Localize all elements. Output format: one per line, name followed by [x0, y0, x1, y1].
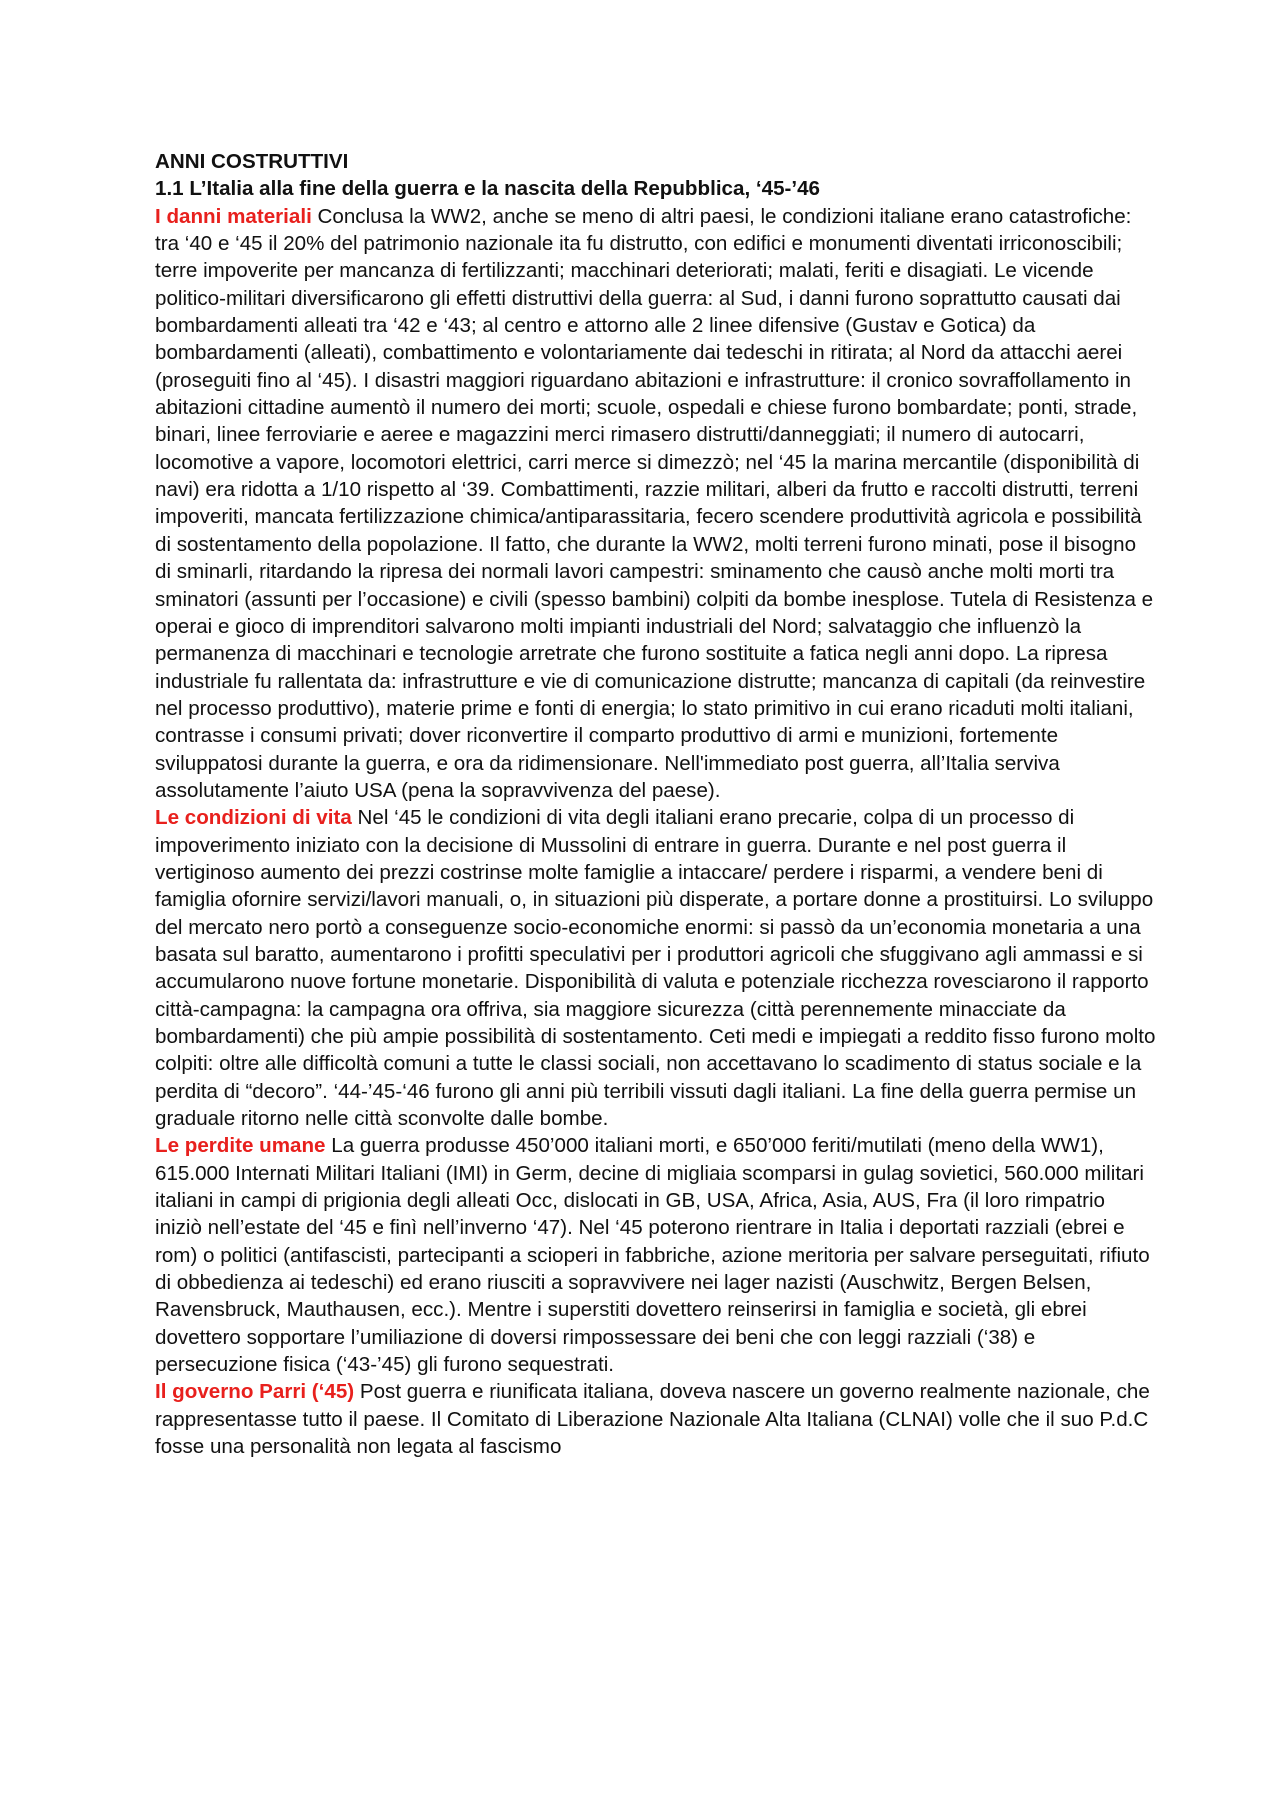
paragraph-lead: Le condizioni di vita	[155, 806, 352, 830]
paragraph-lead: I danni materiali	[155, 204, 312, 228]
paragraph-danni-materiali	[155, 203, 1157, 805]
paragraph-lead: Le perdite umane	[155, 1134, 326, 1158]
paragraph-body: La guerra produsse 450’000 italiani morti, e 650’000 feriti/mutilati (meno della WW1), 615.000 Internati Militari Italiani (IMI) in Germ, decine di migliaia scomparsi in gulag sovietici, 560.000 militari italiani in campi di prigionia degli alleati Occ, dislocati in GB, USA, Africa, Asia, AUS, Fra (il loro rimpatrio iniziò nell’estate del ‘45 e finì nell’inverno ‘47). Nel ‘45 poterono rientrare in Italia i deportati razziali (ebrei e rom) o politici (antifascisti, partecipanti a scioperi in fabbriche, azione meritoria per salvare perseguitati, rifiuto di obbedienza ai tedeschi) ed erano riusciti a sopravvivere nei lager nazisti (Auschwitz, Bergen Belsen, Ravensbruck, Mauthausen, ecc.). Mentre i superstiti dovettero reinserirsi in famiglia e società, gli ebrei dovettero sopportare l’umiliazione di doversi rimpossessare dei beni che con leggi razziali (‘38) e persecuzione fisica (‘43-’45) gli furono sequestrati.	[155, 1134, 1150, 1377]
paragraph-lead: Il governo Parri (‘45)	[155, 1380, 355, 1404]
document-page	[155, 148, 1157, 1461]
paragraph-body: Post guerra e riunificata italiana, doveva nascere un governo realmente nazionale, che rappresentasse tutto il paese. Il Comitato di Liberazione Nazionale Alta Italiana (CLNAI) volle che il suo P.d.C fosse una personalità non legata al fascismo	[155, 1380, 1150, 1459]
paragraph-body: Conclusa la WW2, anche se meno di altri paesi, le condizioni italiane erano catastrofiche: tra ‘40 e ‘45 il 20% del patrimonio nazionale ita fu distrutto, con edifici e monumenti diventati irriconoscibili; terre impoverite per mancanza di fertilizzanti; macchinari deteriorati; malati, feriti e disagiati. Le vicende politico-militari diversificarono gli effetti distruttivi della guerra: al Sud, i danni furono soprattutto causati dai bombardamenti alleati tra ‘42 e ‘43; al centro e attorno alle 2 linee difensive (Gustav e Gotica) da bombardamenti (alleati), combattimento e volontariamente dai tedeschi in ritirata; al Nord da attacchi aerei (proseguiti fino al ‘45). I disastri maggiori riguardano abitazioni e infrastrutture: il cronico sovraffollamento in abitazioni cittadine aumentò il numero dei morti; scuole, ospedali e chiese furono bombardate; ponti, strade, binari, linee ferroviarie e aeree e magazzini merci rimasero distrutti/danneggiati; il numero di autocarri, locomotive a vapore, locomotori elettrici, carri merce si dimezzò; nel ‘45 la marina mercantile (disponibilità di navi) era ridotta a 1/10 rispetto al ‘39. Combattimenti, razzie militari, alberi da frutto e raccolti distrutti, terreni impoveriti, mancata fertilizzazione chimica/antiparassitaria, fecero scendere produttività agricola e possibilità di sostentamento della popolazione. Il fatto, che durante la WW2, molti terreni furono minati, pose il bisogno di sminarli, ritardando la ripresa dei normali lavori campestri: sminamento che causò anche molti morti tra sminatori (assunti per l’occasione) e civili (spesso bambini) colpiti da bombe inesplose. Tutela di Resistenza e operai e gioco di imprenditori salvarono molti impianti industriali del Nord; salvataggio che influenzò la permanenza di macchinari e tecnologie arretrate che furono sostituite a fatica negli anni dopo. La ripresa industriale fu rallentata da: infrastrutture e vie di comunicazione distrutte; mancanza di capitali (da reinvestire nel processo produttivo), materie prime e fonti di energia; lo stato primitivo in cui erano ricaduti molti italiani, contrasse i consumi privati; dover riconvertire il comparto produttivo di armi e munizioni, fortemente sviluppatosi durante la guerra, e ora da ridimensionare. Nell'immediato post guerra, all’Italia serviva assolutamente l’aiuto USA (pena la sopravvivenza del paese).	[155, 204, 1154, 802]
document-title: ANNI COSTRUTTIVI	[155, 150, 349, 173]
paragraph-governo-parri	[155, 1378, 1157, 1460]
paragraph-perdite-umane	[155, 1132, 1157, 1378]
section-title: 1.1 L’Italia alla fine della guerra e la nascita della Repubblica, ‘45-’46	[155, 177, 821, 201]
paragraph-body: Nel ‘45 le condizioni di vita degli italiani erano precarie, colpa di un processo di impoverimento iniziato con la decisione di Mussolini di entrare in guerra. Durante e nel post guerra il vertiginoso aumento dei prezzi costrinse molte famiglie a intaccare/ perdere i risparmi, a vendere beni di famiglia ofornire servizi/lavori manuali, o, in situazioni più disperate, a portare donne a prostituirsi. Lo sviluppo del mercato nero portò a conseguenze socio-economiche enormi: si passò da un’economia monetaria a una basata sul baratto, aumentarono i profitti speculativi per i produttori agricoli che sfuggivano agli ammassi e si accumularono nuove fortune monetarie. Disponibilità di valuta e potenziale ricchezza rovesciarono il rapporto città-campagna: la campagna ora offriva, sia maggiore sicurezza (città perennemente minacciate da bombardamenti) che più ampie possibilità di sostentamento. Ceti medi e impiegati a reddito fisso furono molto colpiti: oltre alle difficoltà comuni a tutte le classi sociali, non accettavano lo scadimento di status sociale e la perdita di “decoro”. ‘44-’45-‘46 furono gli anni più terribili vissuti dagli italiani. La fine della guerra permise un graduale ritorno nelle città sconvolte dalle bombe.	[155, 806, 1156, 1131]
paragraph-condizioni-di-vita	[155, 804, 1157, 1132]
